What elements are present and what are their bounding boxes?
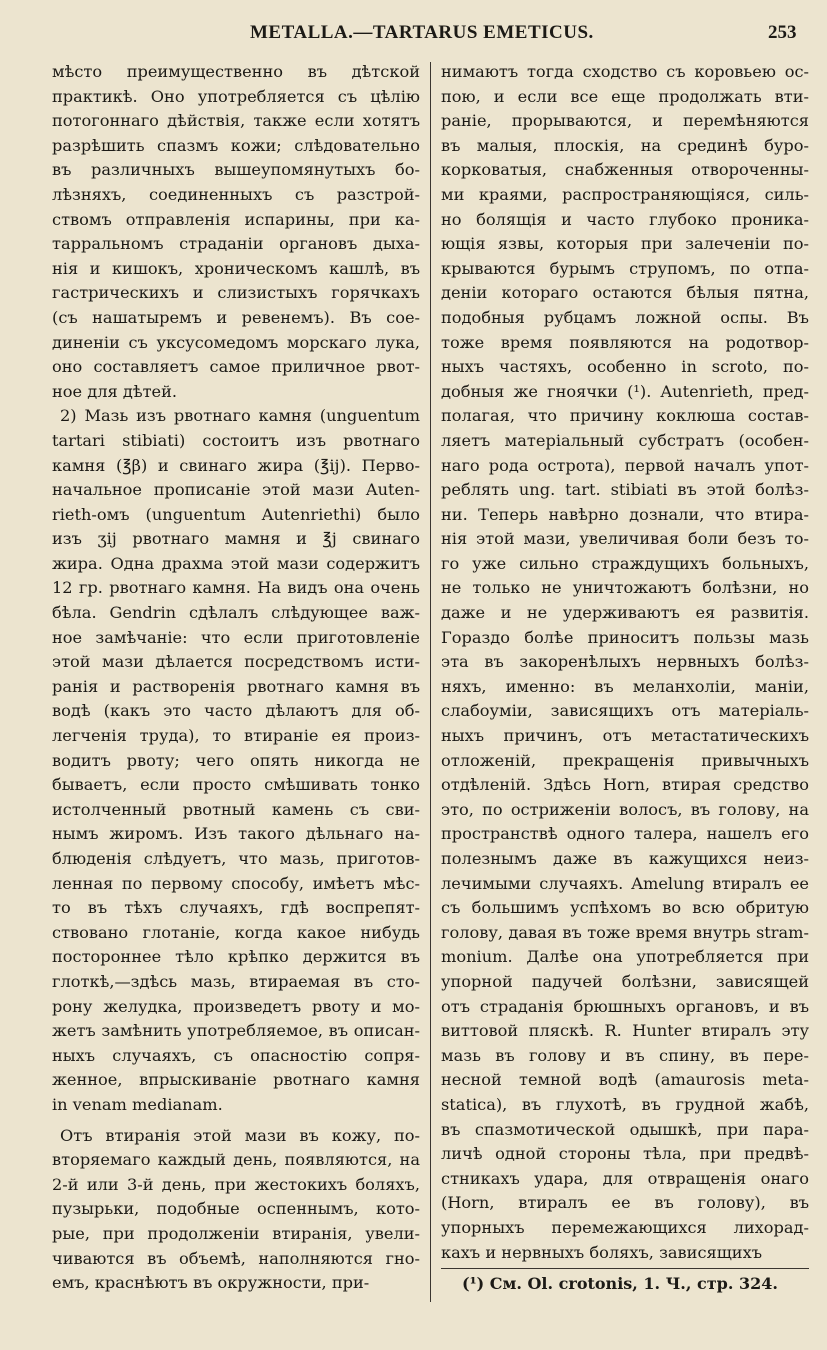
text-line: тоже время появляются на родотвор- bbox=[441, 332, 809, 352]
text-line: бываетъ, если просто смѣшивать тонко bbox=[52, 775, 420, 795]
text-line: вторяемаго каждый день, появляются, на bbox=[52, 1150, 420, 1170]
footnote-rule bbox=[441, 1268, 809, 1269]
text-line: корковатыя, снабженныя отвороченны- bbox=[441, 160, 809, 180]
text-line: истолченный рвотный камень съ сви- bbox=[52, 799, 420, 819]
text-line: оно составляетъ самое приличное рвот- bbox=[52, 357, 420, 377]
text-line: добныя же гноячки (¹). Autenrieth, пред- bbox=[441, 381, 809, 401]
text-line: ныхъ причинъ, отъ метастатическихъ bbox=[441, 726, 809, 746]
text-line: постороннее тѣло крѣпко держится въ bbox=[52, 947, 420, 967]
column-divider bbox=[430, 62, 431, 1302]
text-line: in venam medianam. bbox=[52, 1094, 223, 1114]
text-line: но болящія и часто глубоко проника- bbox=[441, 209, 809, 229]
text-line: лѣзняхъ, соединенныхъ съ разстрой- bbox=[52, 184, 420, 204]
page-header bbox=[0, 18, 827, 48]
text-line: пространствѣ одного талера, нашелъ его bbox=[441, 824, 809, 844]
text-line: это, по остриженіи волосъ, въ голову, на bbox=[441, 799, 809, 819]
text-line: водѣ (какъ это часто дѣлаютъ для об- bbox=[52, 701, 420, 721]
text-line: начальное прописаніе этой мази Auten- bbox=[52, 480, 420, 500]
text-line: monium. Далѣе она употребляется при bbox=[441, 947, 809, 967]
text-line: съ большимъ успѣхомъ во всю обритую bbox=[441, 898, 809, 918]
text-line: изъ ʒij рвотнаго мамня и ℥j свинаго bbox=[52, 529, 420, 549]
text-line: потогоннаго дѣйствія, также если хотятъ bbox=[52, 111, 420, 131]
text-line: Гораздо болѣе приноситъ пользы мазь bbox=[441, 627, 809, 647]
text-line: нымъ жиромъ. Изъ такого дѣльнаго на- bbox=[52, 824, 420, 844]
text-line: няхъ, именно: въ меланхоліи, маніи, bbox=[441, 676, 809, 696]
text-line: tartari stibiati) состоитъ изъ рвотнаго bbox=[52, 430, 420, 450]
text-line: виттовой пляскѣ. R. Hunter втиралъ эту bbox=[441, 1021, 809, 1041]
text-line: отложеній, прекращенія привычныхъ bbox=[441, 750, 809, 770]
text-line: несной темной водѣ (amaurosis meta- bbox=[441, 1070, 809, 1090]
text-line: практикѣ. Оно употребляется съ цѣлію bbox=[52, 86, 420, 106]
text-line: наго рода острота), первой началъ упот- bbox=[441, 455, 809, 475]
text-line: камня (℥β) и свинаго жира (℥ij). Перво- bbox=[52, 455, 420, 475]
text-line: кахъ и нервныхъ боляхъ, зависящихъ bbox=[441, 1242, 762, 1262]
text-line: 2) Мазь изъ рвотнаго камня (unguentum bbox=[60, 406, 420, 426]
text-line: отдѣленій. Здѣсь Horn, втирая средство bbox=[441, 775, 809, 795]
text-line: жира. Одна драхма этой мази содержитъ bbox=[52, 553, 420, 573]
text-line: нія и кишокъ, хроническомъ кашлѣ, въ bbox=[52, 258, 420, 278]
text-line: rieth-омъ (unguentum Autenriethi) было bbox=[52, 504, 420, 524]
right-column bbox=[441, 60, 809, 1265]
text-line: разрѣшить спазмъ кожи; слѣдовательно bbox=[52, 135, 420, 155]
text-line: стникахъ удара, для отвращенія онаго bbox=[441, 1168, 809, 1188]
text-line: ствомъ отправленія испарины, при ка- bbox=[52, 209, 420, 229]
text-line: пою, и если все еще продолжать вти- bbox=[441, 86, 809, 106]
page-number: 253 bbox=[768, 22, 797, 43]
text-line: рону желудка, произведетъ рвоту и мо- bbox=[52, 996, 420, 1016]
text-line: (съ нашатыремъ и ревенемъ). Въ сое- bbox=[52, 307, 420, 327]
text-line: лечимыми случаяхъ. Amelung втиралъ ее bbox=[441, 873, 809, 893]
text-line: ныхъ случаяхъ, съ опасностію сопря- bbox=[52, 1045, 420, 1065]
text-line: въ различныхъ вышеупомянутыхъ бо- bbox=[52, 160, 420, 180]
text-line: тарральномъ страданіи органовъ дыха- bbox=[52, 234, 420, 254]
text-line: Отъ втиранія этой мази въ кожу, по- bbox=[60, 1125, 420, 1145]
text-line: полагая, что причину коклюша состав- bbox=[441, 406, 809, 426]
left-column bbox=[52, 60, 420, 1296]
text-line: ное для дѣтей. bbox=[52, 381, 178, 401]
text-line: (Horn, втиралъ ее въ голову), въ bbox=[441, 1193, 809, 1213]
text-line: чиваются въ объемѣ, наполняются гно- bbox=[52, 1248, 420, 1268]
text-line: 2-й или 3-й день, при жестокихъ боляхъ, bbox=[52, 1174, 420, 1194]
text-line: легченія труда), то втираніе ея произ- bbox=[52, 726, 420, 746]
text-line: ляетъ матеріальный субстратъ (особен- bbox=[441, 430, 809, 450]
text-line: бѣла. Gendrin сдѣлалъ слѣдующее важ- bbox=[52, 603, 420, 623]
text-line: упорныхъ перемежающихся лихорад- bbox=[441, 1217, 809, 1237]
text-line: эта въ закоренѣлыхъ нервныхъ болѣз- bbox=[441, 652, 809, 672]
text-line: глоткѣ,—здѣсь мазь, втираемая въ сто- bbox=[52, 971, 420, 991]
text-line: 12 гр. рвотнаго камня. На видъ она очень bbox=[52, 578, 420, 598]
text-line: ствовано глотаніе, когда какое нибудь bbox=[52, 922, 420, 942]
text-line: ющія язвы, которыя при залеченіи по- bbox=[441, 234, 809, 254]
text-line: въ спазмотической одышкѣ, при пара- bbox=[441, 1119, 809, 1139]
text-line: ленная по первому способу, имѣетъ мѣс- bbox=[52, 873, 420, 893]
text-line: ранія и растворенія рвотнаго камня въ bbox=[52, 676, 420, 696]
text-line: емъ, краснѣютъ въ окружности, при- bbox=[52, 1273, 370, 1293]
text-line: го уже сильно страждущихъ больныхъ, bbox=[441, 553, 809, 573]
text-line: не только не уничтожаютъ болѣзни, но bbox=[441, 578, 809, 598]
text-line: реблять ung. tart. stibiati въ этой болѣз- bbox=[441, 480, 809, 500]
text-line: блюденія слѣдуетъ, что мазь, приготов- bbox=[52, 849, 420, 868]
text-line: statica), въ глухотѣ, въ грудной жабѣ, bbox=[441, 1094, 809, 1114]
running-title: METALLA.—TARTARUS EMETICUS. bbox=[250, 22, 594, 43]
text-line: ми краями, распространяющіяся, силь- bbox=[441, 184, 809, 204]
text-line: гастрическихъ и слизистыхъ горячкахъ bbox=[52, 283, 420, 303]
text-line: деніи котораго остаются бѣлыя пятна, bbox=[441, 283, 809, 303]
text-line: слабоуміи, зависящихъ отъ матеріаль- bbox=[441, 701, 809, 721]
text-line: мѣсто преимущественно въ дѣтской bbox=[52, 62, 420, 81]
text-line: голову, давая въ тоже время внутрь stram- bbox=[441, 922, 809, 942]
text-line: водитъ рвоту; чего опять никогда не bbox=[52, 750, 420, 770]
text-line: въ малыя, плоскія, на срединѣ буро- bbox=[441, 135, 809, 155]
text-line: полезнымъ даже въ кажущихся неиз- bbox=[441, 849, 809, 868]
footnote: (¹) См. Ol. crotonis, 1. Ч., стр. 324. bbox=[462, 1274, 778, 1293]
text-line: нія этой мази, увеличивая боли безъ то- bbox=[441, 529, 809, 549]
text-line: ное замѣчаніе: что если приготовленіе bbox=[52, 627, 420, 647]
text-line: женное, впрыскиваніе рвотнаго камня bbox=[52, 1070, 420, 1090]
text-line: жетъ замѣнить употребляемое, въ описан- bbox=[52, 1021, 420, 1041]
text-line: отъ страданія брюшныхъ органовъ, и въ bbox=[441, 996, 809, 1016]
text-line: раніе, прорываются, и перемѣняются bbox=[441, 111, 809, 131]
text-line: диненіи съ уксусомедомъ морскаго лука, bbox=[52, 332, 420, 352]
text-line: ныхъ частяхъ, особенно in scroto, по- bbox=[441, 357, 809, 377]
text-line: пузырьки, подобные оспеннымъ, кото- bbox=[52, 1199, 420, 1219]
text-line: упорной падучей болѣзни, зависящей bbox=[441, 971, 809, 991]
text-line: ни. Теперь навѣрно дознали, что втира- bbox=[441, 504, 809, 524]
text-line: то въ тѣхъ случаяхъ, гдѣ воспрепят- bbox=[52, 898, 420, 918]
text-line: этой мази дѣлается посредствомъ исти- bbox=[52, 652, 420, 672]
text-line: мазь въ голову и въ спину, въ пере- bbox=[441, 1045, 809, 1065]
text-line: рые, при продолженіи втиранія, увели- bbox=[52, 1223, 420, 1243]
text-line: крываются бурымъ струпомъ, по отпа- bbox=[441, 258, 809, 278]
text-line: подобныя рубцамъ ложной оспы. Въ bbox=[441, 307, 809, 327]
text-line: даже и не удерживаютъ ея развитія. bbox=[441, 603, 809, 623]
text-line: личѣ одной стороны тѣла, при предвѣ- bbox=[441, 1144, 809, 1164]
text-line: нимаютъ тогда сходство съ коровьею ос- bbox=[441, 62, 809, 81]
